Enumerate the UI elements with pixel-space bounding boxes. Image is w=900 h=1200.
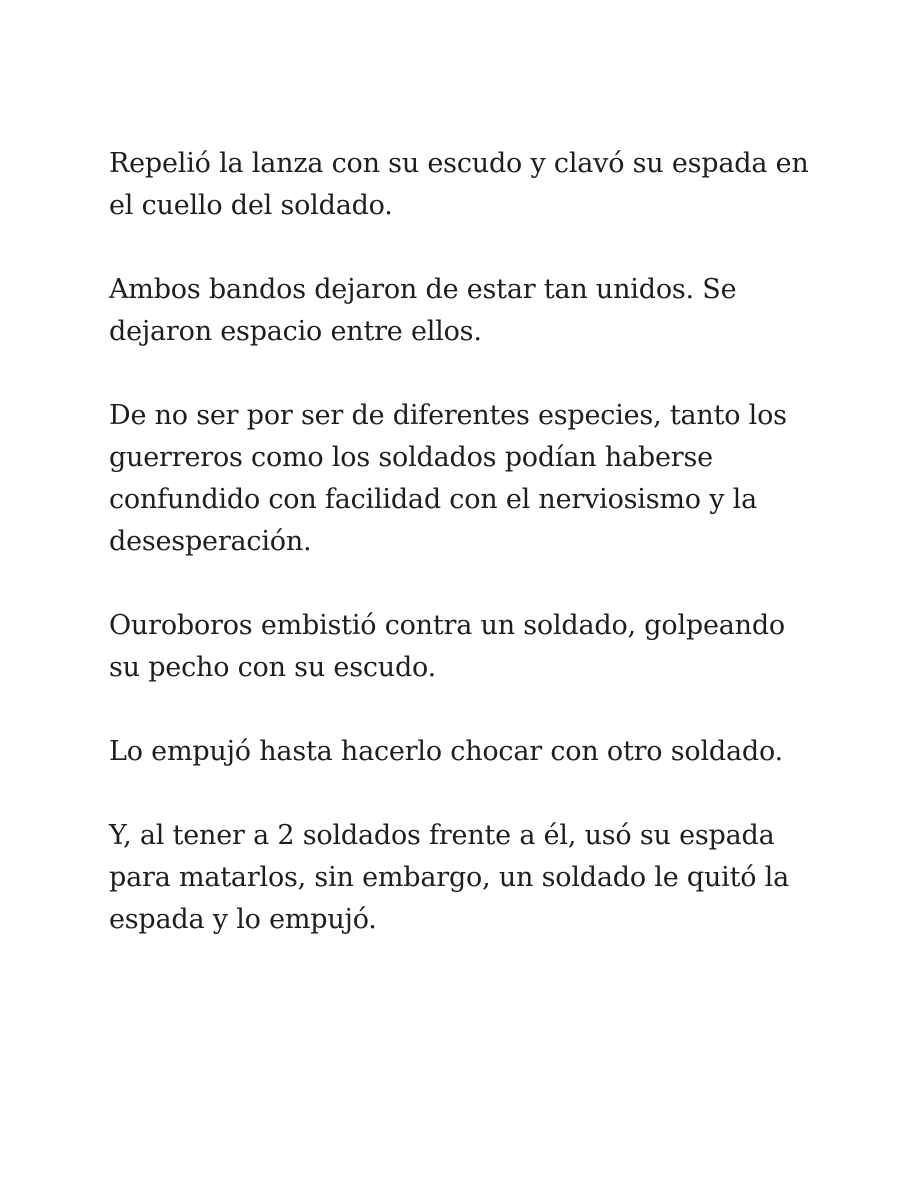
- paragraph: Ouroboros embistió contra un soldado, golpeando su pecho con su escudo.: [109, 610, 785, 683]
- body-text: [109, 143, 809, 941]
- paragraph: De no ser por ser de diferentes especies, tanto los guerreros como los soldados podían haberse confundido con facilidad con el nerviosismo y la desesperación.: [109, 400, 787, 557]
- paragraph: Lo empujó hasta hacerlo chocar con otro soldado.: [109, 736, 783, 767]
- paragraph: Repelió la lanza con su escudo y clavó su espada en el cuello del soldado.: [109, 148, 809, 221]
- paragraph: Y, al tener a 2 soldados frente a él, usó su espada para matarlos, sin embargo, un soldado le quitó la espada y lo empujó.: [109, 820, 790, 935]
- paragraph: Ambos bandos dejaron de estar tan unidos. Se dejaron espacio entre ellos.: [109, 274, 737, 347]
